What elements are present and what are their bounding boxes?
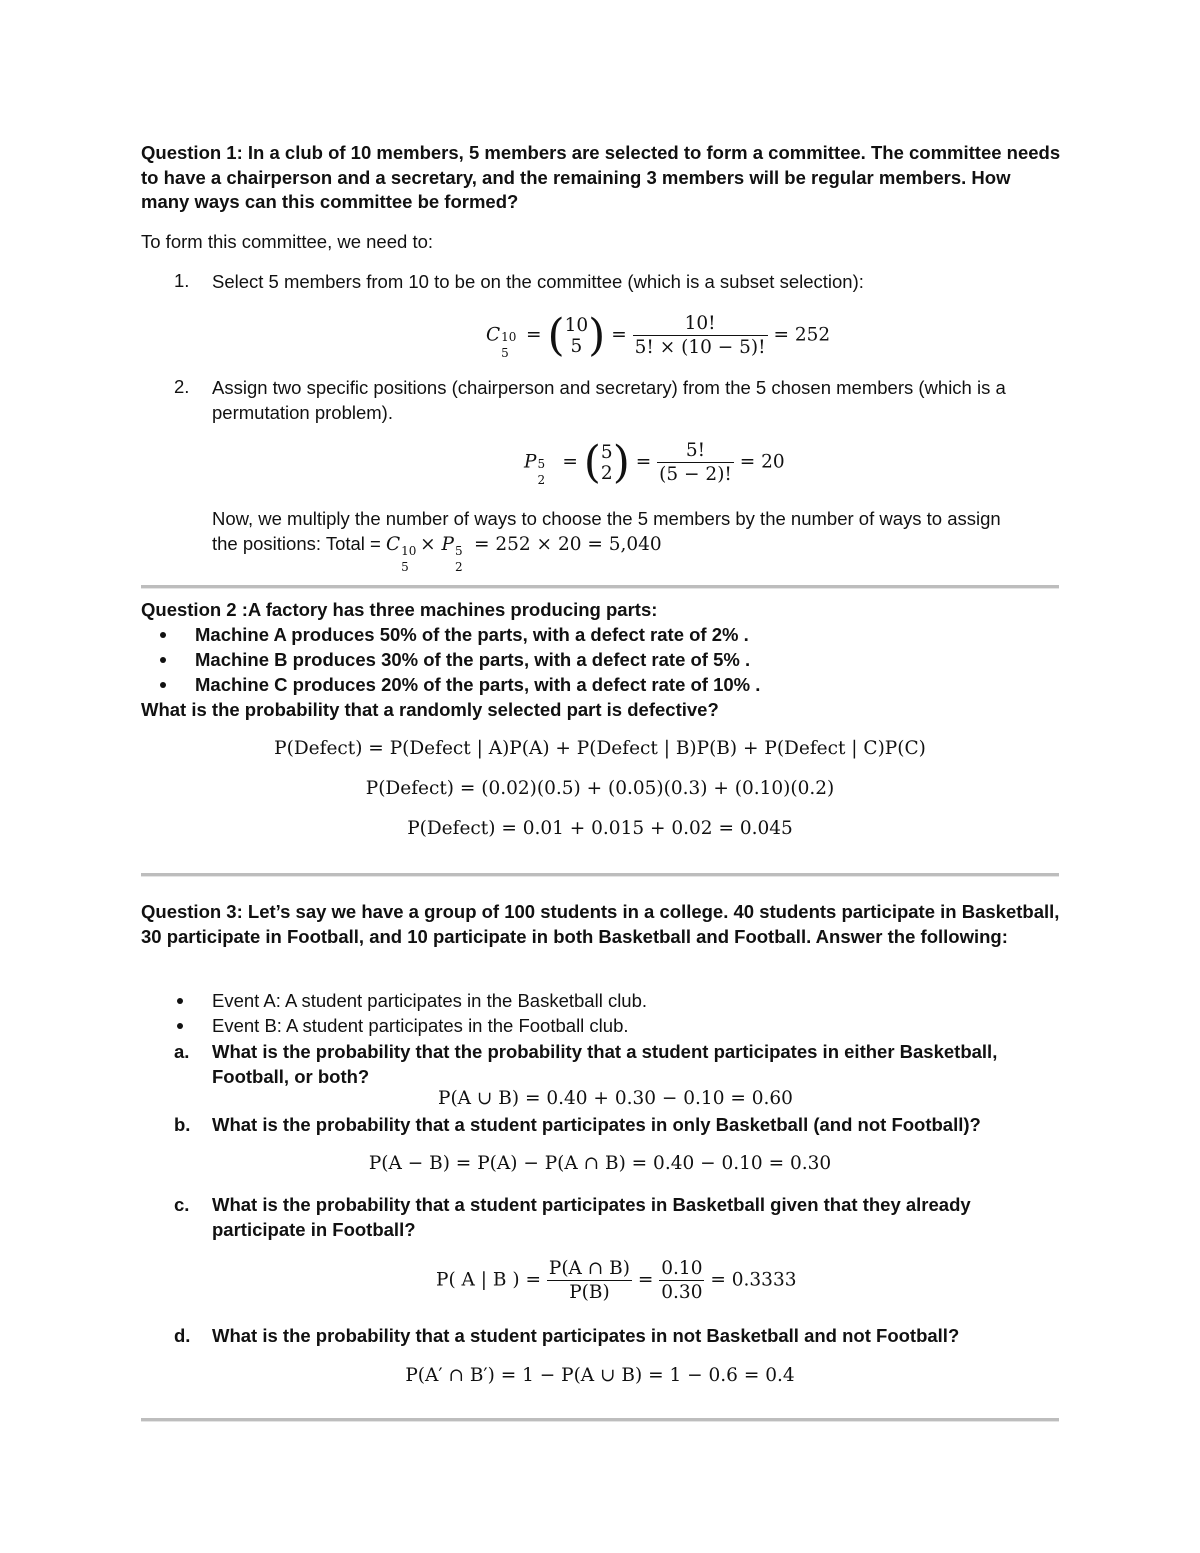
binom-bottom: 2 (600, 462, 613, 484)
times-sign: × (420, 534, 442, 555)
step-2-number: 2. (174, 376, 190, 397)
part-d-question: What is the probability that a student participates in not Basketball and not Football? (212, 1325, 960, 1346)
fraction-numerator: 0.10 (661, 1258, 703, 1279)
question-2-title: Question 2 :A factory has three machines producing parts: (141, 599, 658, 620)
machine-b-item: Machine B produces 30% of the parts, with a defect rate of 5% . (195, 649, 751, 670)
union-equation: P(A ∪ B) = 0.40 + 0.30 − 0.10 = 0.60 (438, 1088, 793, 1109)
part-d-label: d. (174, 1325, 191, 1346)
p-symbol: P (524, 451, 537, 473)
bullet-icon (177, 998, 183, 1004)
event-b-item: Event B: A student participates in the Football club. (212, 1015, 629, 1036)
equals-sign-2: = (635, 451, 652, 473)
question-2-question: What is the probability that a randomly selected part is defective? (141, 699, 719, 720)
p-subscript: 2 (454, 560, 463, 574)
bullet-icon (160, 657, 166, 663)
conditional-fraction-2 (659, 1258, 704, 1303)
equals-sign: = (637, 1269, 654, 1291)
p-superscript: 5 (454, 544, 463, 558)
equals-sign: = (562, 451, 578, 473)
factorial-fraction (633, 313, 768, 358)
conditional-fraction-1 (547, 1258, 632, 1303)
question-1-intro: To form this committee, we need to: (141, 231, 434, 252)
fraction-numerator: 10! (633, 313, 768, 336)
step-1-number: 1. (174, 270, 190, 291)
bullet-icon (160, 632, 166, 638)
conditional-result: = 0.3333 (710, 1269, 797, 1291)
part-c-label: c. (174, 1194, 190, 1215)
p-superscript: 5 (537, 456, 546, 471)
bullet-icon (160, 682, 166, 688)
machine-c-item: Machine C produces 20% of the parts, with a defect rate of 10% . (195, 674, 761, 695)
combination-equation (486, 309, 831, 361)
part-a-label: a. (174, 1041, 190, 1062)
event-a-item: Event A: A student participates in the Basketball club. (212, 990, 648, 1011)
binom-top: 5 (600, 441, 613, 463)
part-b-question: What is the probability that a student participates in only Basketball (and not Football)? (212, 1114, 981, 1135)
binom-bottom: 5 (570, 335, 583, 357)
section-divider-2 (141, 873, 1059, 877)
binom-top: 10 (564, 314, 589, 336)
total-equation (385, 534, 662, 574)
question-3-title: Question 3: Let’s say we have a group of 100 students in a college. 40 students participate in Basketball, 30 participate in Football, and 10 participate in both Basketball and Football. Answer the following: (141, 901, 1060, 947)
defect-result-equation: P(Defect) = 0.01 + 0.015 + 0.02 = 0.045 (407, 818, 793, 839)
p-symbol: P (441, 534, 454, 555)
c-subscript: 5 (501, 345, 509, 360)
step-1-text: Select 5 members from 10 to be on the committee (which is a subset selection): (212, 271, 864, 292)
c-symbol: C (385, 534, 401, 555)
permutation-equation (524, 436, 785, 488)
fraction-denominator: 0.30 (661, 1282, 703, 1303)
permutation-result: = 20 (739, 451, 785, 473)
binomial-5-2: (5 2) (583, 436, 630, 488)
step-2-text: Assign two specific positions (chairperson and secretary) from the 5 chosen members (which is a permutation problem). (212, 377, 1006, 423)
conclusion-line-2 (212, 532, 662, 574)
fraction-denominator: 5! × (10 − 5)! (634, 337, 766, 358)
total-result: = 252 × 20 = 5,040 (473, 534, 662, 555)
combination-result: = 252 (773, 324, 831, 346)
binomial-10-5: (10 5 ) (547, 309, 606, 361)
substitution-equation: P(Defect) = (0.02)(0.5) + (0.05)(0.3) + (0.10)(0.2) (365, 778, 835, 799)
c-subscript: 5 (401, 560, 409, 574)
factorial-fraction (657, 440, 734, 485)
fraction-denominator: (5 − 2)! (659, 464, 732, 485)
fraction-denominator: P(B) (569, 1282, 610, 1303)
part-b-label: b. (174, 1114, 191, 1135)
conclusion-line-1: Now, we multiply the number of ways to choose the 5 members by the number of ways to assign (212, 508, 1001, 529)
p-subscript: 2 (537, 472, 546, 487)
equals-sign-2: = (611, 324, 627, 346)
fraction-numerator: 5! (657, 440, 734, 463)
machine-a-item: Machine A produces 50% of the parts, with a defect rate of 2% . (195, 624, 749, 645)
question-1-title: Question 1: In a club of 10 members, 5 members are selected to form a committee. The committee needs to have a chairperson and a secretary, and the remaining 3 members will be regular members. How many ways can this committee be formed? (141, 142, 1061, 212)
c-superscript: 10 (401, 544, 417, 558)
fraction-numerator: P(A ∩ B) (548, 1258, 630, 1279)
c-superscript: 10 (501, 329, 517, 344)
section-divider-3 (141, 1418, 1059, 1422)
c-symbol: C (486, 324, 501, 346)
section-divider-1 (141, 585, 1059, 589)
difference-equation: P(A − B) = P(A) − P(A ∩ B) = 0.40 − 0.10 = 0.30 (368, 1153, 832, 1174)
equals-sign: = (526, 324, 542, 346)
complement-equation: P(A′ ∩ B′) = 1 − P(A ∪ B) = 1 − 0.6 = 0.4 (405, 1365, 795, 1386)
conclusion-label: the positions: Total = (212, 533, 381, 554)
part-c-question: What is the probability that a student participates in Basketball given that they already participate in Football? (212, 1194, 971, 1240)
bullet-icon (177, 1023, 183, 1029)
conditional-lhs: P( A | B ) = (436, 1269, 541, 1291)
total-probability-equation: P(Defect) = P(Defect | A)P(A) + P(Defect | B)P(B) + P(Defect | C)P(C) (274, 738, 926, 759)
conditional-equation (436, 1258, 797, 1303)
part-a-question: What is the probability that the probability that a student participates in either Basketball, Football, or both? (212, 1041, 998, 1087)
